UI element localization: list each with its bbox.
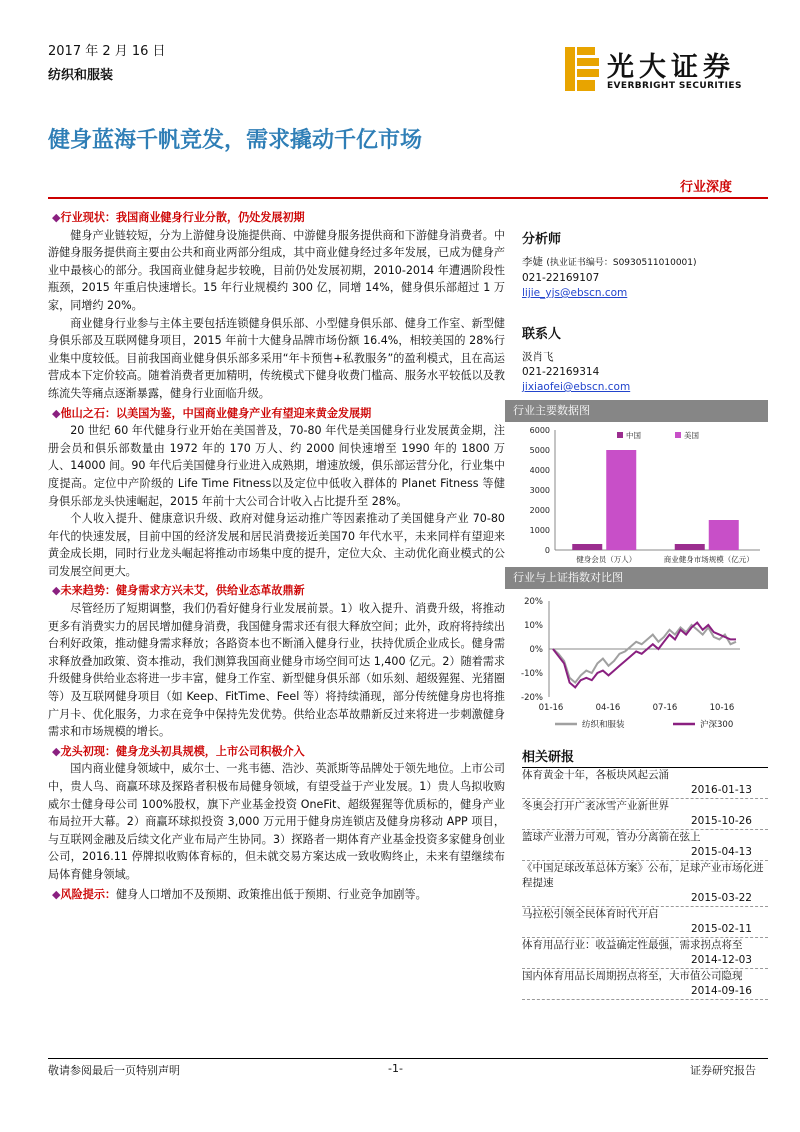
- body-paragraph: 20 世纪 60 年代健身行业开始在美国普及，70-80 年代是美国健身行业发展黄金期，注册会员和俱乐部数量由 1972 年的 170 万人、约 2000 间快速增至 1990 年的 1800 万人、14000 间。90 年代后美国健身行业进入成熟期，增速放缓，俱乐部运营分化，行业集中度提高。定位中产阶级的 Life Time Fitness以及定位中低收入群体的 Planet Fitness 等健身俱乐部龙头快速崛起，2015 年前十大公司合计收入占比提升至 28%。: [48, 424, 505, 508]
- research-date: 2015-10-26: [522, 814, 768, 830]
- contact-name: 汲肖飞: [522, 351, 554, 363]
- contact-phone: 021-22169314: [522, 366, 600, 378]
- risk-heading: [52, 886, 505, 904]
- related-research-heading: 相关研报: [522, 746, 768, 768]
- contact-email-link[interactable]: jixiaofei@ebscn.com: [522, 381, 631, 393]
- series-line: [553, 623, 736, 688]
- x-tick-label: 04-16: [595, 703, 621, 713]
- contact-heading: 联系人: [522, 327, 562, 342]
- section-title: 我国商业健身行业分散，仍处发展初期: [116, 211, 305, 224]
- analyst-cert: (执业证书编号：S0930511010001): [546, 258, 697, 268]
- section-title: 健身龙头初具规模，上市公司积极介入: [116, 744, 305, 758]
- y-tick-label: -20%: [521, 693, 543, 703]
- legend-label: 沪深300: [700, 720, 734, 730]
- x-tick-label: 健身会员（万人）: [576, 555, 637, 564]
- sector-name: 纺织和服装: [48, 68, 114, 83]
- y-tick-label: -10%: [521, 669, 543, 679]
- sidebar: [522, 228, 768, 395]
- y-tick-label: 4000: [529, 466, 550, 475]
- risk-text: 健身人口增加不及预期、政策推出低于预期、行业竞争加剧等。: [116, 887, 427, 901]
- body-paragraph: 商业健身行业参与主体主要包括连锁健身俱乐部、小型健身俱乐部、健身工作室、新型健身俱乐部及互联网健身项目，2015 年前十大健身品牌市场份额 16.4%，相较美国的 28%行业集中度较低。目前我国商业健身俱乐部多采用“年卡预售+私教服务”的盈利模式，且在高运营成本下定价较高。随着消费者更加精明，传统模式下健身收费门槛高、服务水平较低以及教练流失等痛点逐渐暴露，健身行业面临升级。: [48, 316, 505, 400]
- y-tick-label: 2000: [529, 506, 550, 515]
- body-paragraph: 尽管经历了短期调整，我们仍看好健身行业发展前景。1）收入提升、消费升级，将推动更多有消费实力的居民增加健身消费，我国健身需求还有很大释放空间；此外，政府将持续出台利好政策，推动健身需求释放；各路资本也不断涌入健身行业，扶持优质企业成长。健身需求释放叠加政策、资本推动，我们测算我国商业健身市场空间可达 1,400 亿元。2）随着需求升级健身供给业态将进一步丰富，健身工作室、新型健身俱乐部（如乐刻、超级猩猩、光猪圈等）及互联网健身项目（如 Keep、FitTime、Feel 等）将持续涌现，部分传统健身房也将推广月卡、优化服务，力求在竞争中保持先发优势。供给业态革故鼎新反过来将进一步刺激健身需求和市场规模的增长。: [48, 602, 505, 739]
- logo-mark-icon: [563, 45, 603, 93]
- research-title[interactable]: 体育用品行业：收益确定性最强，需求拐点将至: [522, 939, 743, 951]
- legend-label: 中国: [626, 431, 641, 440]
- x-tick-label: 商业健身市场规模（亿元）: [663, 555, 754, 564]
- research-title[interactable]: 国内体育用品长周期拐点将至，大市值公司隐现: [522, 970, 743, 982]
- diamond-icon: ◆: [52, 584, 61, 598]
- y-tick-label: 0%: [529, 645, 543, 655]
- section-label: 行业现状：: [60, 211, 117, 224]
- analyst-heading: 分析师: [522, 232, 562, 247]
- research-title[interactable]: 《中国足球改革总体方案》公布，足球产业市场化进程提速: [522, 862, 764, 889]
- logo-english-name: EVERBRIGHT SECURITIES: [607, 81, 742, 91]
- research-date: 2015-04-13: [522, 845, 768, 861]
- body-paragraph: 个人收入提升、健康意识升级、政府对健身运动推广等因素推动了美国健身产业 70-80 年代的快速发展，目前中国的经济发展和居民消费接近美国70 年代水平，未来同样有望迎来黄金成长期，同时行业龙头崛起将推动市场集中度的提升，定位大众、主动优化商业模式的公司发展空间更大。: [48, 512, 505, 578]
- section-title: 以美国为鉴，中国商业健身产业有望迎来黄金发展期: [116, 406, 372, 420]
- analyst-email-link[interactable]: lijie_yjs@ebscn.com: [522, 287, 628, 299]
- bar-chart: [505, 422, 768, 570]
- section-label: 龙头初现：: [60, 744, 117, 758]
- header-divider: [48, 197, 768, 199]
- research-title[interactable]: 体育黄金十年，各板块风起云涌: [522, 769, 669, 781]
- bar: [572, 544, 602, 550]
- section-label: 他山之石：: [60, 406, 117, 420]
- y-tick-label: 10%: [524, 621, 543, 631]
- bar: [709, 520, 739, 550]
- report-title: 健身蓝海千帆竞发，需求撬动千亿市场: [48, 128, 423, 153]
- y-tick-label: 20%: [524, 597, 543, 607]
- research-date: 2015-03-22: [522, 891, 768, 907]
- research-title[interactable]: 马拉松引领全民体育时代开启: [522, 908, 659, 920]
- main-column: [48, 207, 505, 903]
- report-date: 2017 年 2 月 16 日: [48, 44, 166, 59]
- bar-chart-title: 行业主要数据图: [505, 400, 768, 422]
- analyst-name: 李婕: [522, 256, 543, 268]
- line-chart-title: 行业与上证指数对比图: [505, 567, 768, 589]
- related-research: [522, 746, 768, 1000]
- section-heading: [52, 743, 505, 761]
- diamond-icon: ◆: [52, 406, 61, 420]
- x-tick-label: 10-16: [709, 703, 735, 713]
- series-line: [553, 625, 736, 683]
- section-title: 健身需求方兴未艾，供给业态革故鼎新: [116, 584, 305, 598]
- footer-report-kind: 证券研究报告: [690, 1064, 756, 1077]
- research-date: 2016-01-13: [522, 783, 768, 799]
- analyst-phone: 021-22169107: [522, 272, 600, 284]
- line-chart: [505, 589, 768, 741]
- legend-label: 纺织和服装: [582, 720, 625, 730]
- section-heading: [52, 405, 505, 423]
- report-type: 行业深度: [680, 180, 733, 195]
- section-heading: [52, 582, 505, 600]
- company-logo: [563, 45, 763, 93]
- research-title[interactable]: 篮球产业潜力可观，管办分离箭在弦上: [522, 831, 701, 843]
- logo-chinese-name: 光大证券: [607, 52, 735, 83]
- research-date: 2014-09-16: [522, 984, 768, 1000]
- bar-chart-panel: [505, 400, 768, 571]
- analyst-line: [522, 255, 768, 271]
- footer-divider: [48, 1058, 768, 1059]
- y-tick-label: 1000: [529, 526, 550, 535]
- body-paragraph: 国内商业健身领域中，威尔士、一兆韦德、浩沙、英派斯等品牌处于领先地位。上市公司中，贵人鸟、商赢环球及探路者积极布局健身领域，有望受益于产业发展。1）贵人鸟拟收购威尔士健身母公司 100%股权，旗下产业基金投资 OneFit、超级猩猩等优质标的，健身产业布局拉开大幕。2）商赢环球拟投资 3,000 万元用于健身房连锁店及健身房移动 APP 项目，与互联网金融及后续文化产业布局产生协同。3）探路者一期体育产业基金投资多家健身创业公司，2016.11 停牌拟收购体育标的，但未就交易方案达成一致收购终止，未来有望继续布局体育健身领域。: [48, 762, 505, 881]
- diamond-icon: ◆: [52, 744, 61, 758]
- y-tick-label: 3000: [529, 486, 550, 495]
- risk-label: 风险提示：: [60, 887, 117, 901]
- line-chart-panel: [505, 567, 768, 742]
- bar: [606, 450, 636, 550]
- legend-swatch: [675, 432, 681, 438]
- footer-disclaimer: 敬请参阅最后一页特别声明: [48, 1064, 180, 1077]
- diamond-icon: ◆: [52, 211, 61, 224]
- page-number: -1-: [388, 1062, 403, 1075]
- section-label: 未来趋势：: [60, 584, 117, 598]
- x-tick-label: 07-16: [652, 703, 678, 713]
- research-date: 2015-02-11: [522, 922, 768, 938]
- y-tick-label: 5000: [529, 446, 550, 455]
- legend-label: 美国: [684, 431, 699, 440]
- body-paragraph: 健身产业链较短，分为上游健身设施提供商、中游健身服务提供商和下游健身消费者。中游健身服务提供商主要由公共和商业两部分组成，其中商业健身经过多年发展，已成为健身产业中最核心的部分。我国商业健身起步较晚，目前仍处发展初期，2010-2014 年遭遇阶段性瓶颈，2015 年重启快速增长。15 年行业规模约 300 亿，同增 14%，健身俱乐部超过 1 万家，同增约 20%。: [48, 228, 505, 312]
- research-title[interactable]: 冬奥会打开广袤冰雪产业新世界: [522, 800, 669, 812]
- bar: [675, 544, 705, 550]
- research-date: 2014-12-03: [522, 953, 768, 969]
- y-tick-label: 0: [544, 546, 550, 555]
- x-tick-label: 01-16: [538, 703, 564, 713]
- related-research-list: [522, 768, 768, 1000]
- legend-swatch: [617, 432, 623, 438]
- section-heading: [52, 209, 505, 227]
- diamond-icon: ◆: [52, 887, 61, 901]
- y-tick-label: 6000: [529, 426, 550, 435]
